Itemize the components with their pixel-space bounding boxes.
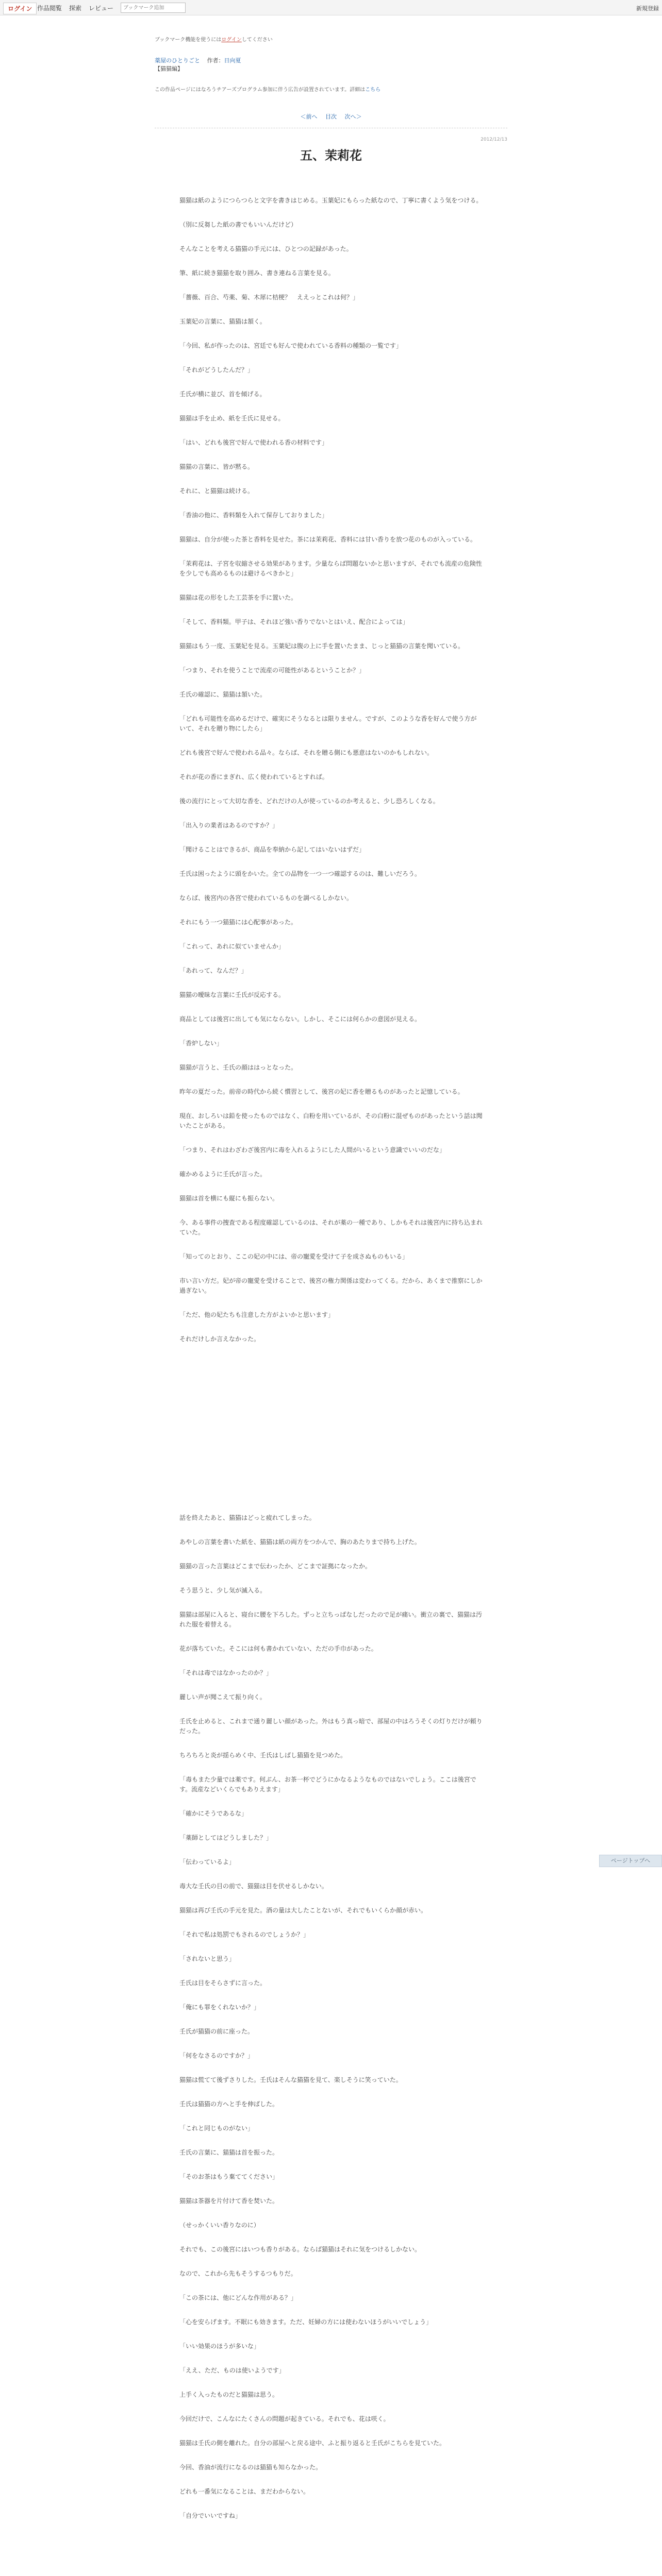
- chapter-pager: [0, 112, 662, 121]
- body-paragraph: 今回だけで、こんなにたくさんの問題が起きている。それでも、花は咲く。: [179, 2415, 390, 2422]
- main-nav: [37, 0, 186, 15]
- body-paragraph: 「それで私は処罰でもされるのでしょうか？」: [179, 1931, 310, 1938]
- body-paragraph: 猫猫の曖昧な言葉に壬氏が反応する。: [179, 991, 285, 998]
- body-paragraph: 市い言い方だ。妃が帝の寵愛を受けることで、後宮の権力関係は変わってくる。だから、あくまで推察にしか過ぎない。: [179, 1277, 483, 1294]
- body-paragraph: そう思うと、少し気が滅入る。: [179, 1587, 267, 1594]
- body-paragraph: 壬氏は困ったように頭をかいた。全ての品物を一つ一つ確認するのは、難しいだろう。: [179, 870, 421, 877]
- body-paragraph: 「伝わっているよ」: [179, 1858, 235, 1866]
- body-paragraph: 毒大な壬氏の目の前で、猫猫は目を伏せるしかない。: [179, 1883, 328, 1890]
- body-paragraph: 玉葉妃の言葉に、猫猫は頷く。: [179, 318, 266, 325]
- body-paragraph: 「薔薇、百合、芍薬、菊、木犀に桔梗？ ええっとこれは何？」: [179, 294, 359, 301]
- body-paragraph: 猫猫は紙のようにつらつらと文字を書きはじめる。玉葉妃にもらった紙なので、丁寧に書くよう気をつける。: [179, 197, 483, 204]
- body-paragraph: 猫猫は再び壬氏の手元を見た。酒の量は大したことないが、それでもいくらか顔が赤い。: [179, 1907, 427, 1914]
- author-label: 作者：: [207, 57, 224, 64]
- body-paragraph: 「香油の他に、香料類を入れて保存しておりました」: [179, 512, 328, 519]
- body-paragraph: 「今回、私が作ったのは、宮廷でも好んで使われている香料の種類の一覧です」: [179, 342, 403, 349]
- body-paragraph: 壬氏の言葉に、猫猫は首を振った。: [179, 2149, 279, 2156]
- body-paragraph: 猫猫は壬氏の側を離れた。自分の部屋へと戻る途中、ふと振り返ると壬氏がこちらを見ていた。: [179, 2439, 446, 2447]
- toc-link[interactable]: 目次: [325, 113, 337, 120]
- register-link[interactable]: 新規登録: [636, 5, 659, 12]
- body-paragraph: 「これと同じものがない」: [179, 2125, 254, 2132]
- author-link[interactable]: 日向夏: [224, 57, 241, 64]
- body-paragraph: 「ええ、ただ、ものは使いようです」: [179, 2367, 285, 2374]
- body-paragraph: 猫猫は首を横にも縦にも振らない。: [179, 1195, 279, 1202]
- next-chapter-link[interactable]: 次へ＞: [344, 113, 362, 120]
- prev-chapter-link[interactable]: ＜前へ: [300, 113, 318, 120]
- body-paragraph: それでも、この後宮にはいつも香りがある。ならば猫猫はそれに気をつけるしかない。: [179, 2246, 421, 2253]
- body-paragraph: 猫猫の言った言葉はどこまで伝わったか、どこまで証拠になったか。: [179, 1563, 371, 1570]
- body-paragraph: 猫猫が言うと、壬氏の顔ははっとなった。: [179, 1064, 297, 1071]
- body-paragraph: 猫猫は慌てて後ずさりした。壬氏はそんな猫猫を見て、楽しそうに笑っていた。: [179, 2076, 402, 2083]
- body-paragraph: そんなことを考える猫猫の手元には、ひとつの記録があった。: [179, 245, 353, 252]
- body-paragraph: 猫猫はもう一度、玉葉妃を見る。玉葉妃は腹の上に手を置いたまま、じっと猫猫の言葉を聞いている。: [179, 642, 465, 650]
- body-paragraph: 「心を安らげます。不眠にも効きます。ただ、妊婦の方には使わないほうがいいでしょう」: [179, 2318, 433, 2326]
- nav-item-review[interactable]: レビュー: [89, 4, 114, 12]
- body-paragraph: 「ただ、他の妃たちも注意した方がよいかと思います」: [179, 1311, 335, 1318]
- body-paragraph: 壬氏は猫猫の方へと手を伸ばした。: [179, 2100, 279, 2108]
- body-paragraph: それにもう一つ猫猫には心配事があった。: [179, 919, 297, 926]
- post-date: 2012/12/13: [481, 137, 507, 142]
- body-paragraph: 猫猫は花の形をした工芸茶を手に置いた。: [179, 594, 297, 601]
- chapter-title: 五、茉莉花: [300, 148, 362, 163]
- body-paragraph: 「そして、香料類。甲子は、それほど強い香りでないとはいえ、配合によっては」: [179, 618, 409, 625]
- body-paragraph: 昨年の夏だった。前帝の時代から続く慣習として、後宮の妃に香を贈るものがあったと記憶している。: [179, 1088, 464, 1095]
- bookmark-notice: [155, 35, 273, 43]
- body-paragraph: 「出入りの業者はあるのですか？」: [179, 822, 279, 829]
- body-paragraph: 麗しい声が聞こえて振り向く。: [179, 1693, 266, 1701]
- login-button[interactable]: ログイン: [3, 3, 37, 14]
- body-paragraph: 現在、おしろいは鉛を使ったものではなく、白粉を用いているが、その白粉に混ぜものがあったという話は聞いたことがある。: [179, 1112, 483, 1129]
- body-paragraph: 「毒もまた少量では薬です。何ぶん、お茶一杯でどうにかなるようなものではないでしょう。ここは後宮です。流産などいくらでもありえます」: [179, 1776, 476, 1793]
- body-paragraph: 上手く入ったものだと猫猫は思う。: [179, 2391, 279, 2398]
- body-paragraph: 「何をなさるのですか？」: [179, 2052, 254, 2059]
- body-paragraph: 「つまり、それを使うことで流産の可能性があるということか？」: [179, 667, 366, 674]
- body-paragraph: どれも後宮で好んで使われる品々。ならば、それを贈る側にも悪意はないのかもしれない。: [179, 749, 434, 756]
- body-paragraph: 猫猫の言葉に、皆が黙る。: [179, 463, 254, 470]
- body-paragraph: 後の流行にとって大切な香を、どれだけの人が使っているのか考えると、少し恐ろしくなる。: [179, 798, 439, 805]
- ad-notice-link[interactable]: こちら: [365, 87, 381, 93]
- body-paragraph: 「香炉しない」: [179, 1040, 223, 1047]
- body-paragraph: 筆、紙に続き猫猫を取り囲み、書き連ねる言葉を見る。: [179, 269, 335, 277]
- work-title-link[interactable]: 薬屋のひとりごと: [155, 57, 200, 64]
- body-paragraph: ならば、後宮内の各宮で使われているものを調べるしかない。: [179, 894, 353, 902]
- body-paragraph: 「聞けることはできるが、商品を奉納から記してはいないはずだ」: [179, 846, 366, 853]
- notice-text: ブックマーク機能を使うには: [155, 37, 222, 43]
- series-label: 【猫猫編】: [155, 65, 183, 72]
- body-paragraph: 「そのお茶はもう棄ててください」: [179, 2173, 279, 2180]
- body-paragraph: 「それは毒ではなかったのか？」: [179, 1669, 273, 1676]
- body-paragraph: それだけしか言えなかった。: [179, 1335, 260, 1343]
- page-top-button[interactable]: ページトップへ: [599, 1855, 662, 1867]
- body-paragraph: 「確かにそうであるな」: [179, 1810, 248, 1817]
- body-paragraph: 「知ってのとおり、ここの妃の中には、帝の寵愛を受けて子を成さぬものもいる」: [179, 1253, 409, 1260]
- body-paragraph: 猫猫は部屋に入ると、寝台に腰を下ろした。ずっと立ちっぱなしだったので足が痛い。衝立の裏で、猫猫は汚れた服を着替える。: [179, 1611, 483, 1628]
- body-paragraph: 「これって、あれに似ていませんか」: [179, 943, 285, 950]
- body-paragraph: 「いい効果のほうが多いな」: [179, 2343, 260, 2350]
- body-paragraph: ちろちろと炎が揺らめく中、壬氏はしばし猫猫を見つめた。: [179, 1752, 347, 1759]
- nav-item-search[interactable]: 探索: [69, 4, 82, 12]
- notice-text-after: してください: [241, 37, 273, 43]
- body-paragraph: 「薬師としてはどうしました？」: [179, 1834, 273, 1841]
- body-paragraph: （せっかくいい香りなのに）: [179, 2222, 260, 2229]
- body-paragraph: あやしの言葉を書いた紙を、猫猫は紙の両方をつかんで、胸のあたりまで持ち上げた。: [179, 1538, 421, 1546]
- body-paragraph: それが花の香にまぎれ、広く使われているとすれば。: [179, 773, 328, 781]
- body-paragraph: 「はい、どれも後宮で好んで使われる香の材料です」: [179, 439, 328, 446]
- nav-item-browse[interactable]: 作品閲覧: [37, 4, 62, 12]
- body-paragraph: 「それがどうしたんだ？」: [179, 366, 254, 374]
- body-paragraph: 「されないと思う」: [179, 1955, 236, 1962]
- body-paragraph: 壬氏の確認に、猫猫は頷いた。: [179, 691, 267, 698]
- body-paragraph: 「つまり、それはわざわざ後宮内に毒を入れるようにした人間がいるという意識でいいのだな」: [179, 1146, 446, 1154]
- section-break: [179, 1359, 483, 1513]
- body-paragraph: 確かめるように壬氏が言った。: [179, 1171, 267, 1178]
- body-paragraph: どれも一番気になることは、まだわからない。: [179, 2488, 310, 2495]
- body-paragraph: 「どれも可能性を高めるだけで、確実にそうなるとは限りません。ですが、このような香を好んで使う方がいて、それを贈り物にしたら」: [179, 715, 477, 732]
- body-paragraph: （別に反芻した紙の書でもいいんだけど）: [179, 221, 297, 228]
- body-paragraph: 「この茶には、他にどんな作用がある？」: [179, 2294, 297, 2301]
- body-paragraph: 猫猫は、自分が使った茶と香料を見せた。茶には茉莉花、香料には甘い香りを放つ花のものが入っている。: [179, 536, 477, 543]
- work-meta: [155, 57, 241, 73]
- body-paragraph: 猫猫は茶器を片付けて香を焚いた。: [179, 2197, 279, 2205]
- notice-login-link[interactable]: ログイン: [221, 37, 242, 43]
- body-paragraph: 今回、香油が流行になるのは猫猫も知らなかった。: [179, 2464, 322, 2471]
- body-paragraph: 猫猫は手を止め、紙を壬氏に見せる。: [179, 415, 285, 422]
- body-paragraph: 「あれって、なんだ？」: [179, 967, 247, 974]
- body-paragraph: 花が落ちていた。そこには何も書かれていない、ただの手巾があった。: [179, 1645, 377, 1652]
- body-paragraph: 「自分でいいですね」: [179, 2512, 242, 2519]
- body-paragraph: 「俺にも罪をくれないか？」: [179, 2004, 260, 2011]
- body-paragraph: 壬氏を止めると、これまで通り麗しい顔があった。外はもう真っ暗で、部屋の中はろうそくの灯りだけが頼りだった。: [179, 1718, 483, 1735]
- body-paragraph: なので、これから先もそうするつもりだ。: [179, 2270, 297, 2277]
- site-header: [0, 0, 662, 15]
- body-paragraph: それに、と猫猫は続ける。: [179, 487, 254, 495]
- body-paragraph: 今、ある事件の捜査である程度確認しているのは、それが薬の一種であり、しかもそれは後宮内に持ち込まれていた。: [179, 1219, 483, 1236]
- body-paragraph: 壬氏が横に並び、首を傾げる。: [179, 391, 266, 398]
- ad-notice-text: この作品ページにはなろうチアーズプログラム参加に伴う広告が設置されています。詳細は: [155, 87, 366, 93]
- bookmark-input[interactable]: [121, 3, 186, 13]
- chapter-body: [179, 196, 483, 2535]
- body-paragraph: 「茉莉花は、子宮を収縮させる効果があります。少量ならば問題ないかと思いますが、それでも流産の危険性を少しでも高めるものは避けるべきかと」: [179, 560, 483, 577]
- body-paragraph: 壬氏が猫猫の前に座った。: [179, 2028, 254, 2035]
- body-paragraph: 壬氏は目をそらさずに言った。: [179, 1979, 267, 1987]
- body-paragraph: 商品としては後宮に出しても気にならない。しかし、そこには何らかの意図が見える。: [179, 1015, 421, 1023]
- body-paragraph: 話を終えたあと、猫猫はどっと疲れてしまった。: [179, 1514, 316, 1521]
- ad-notice: [155, 85, 380, 93]
